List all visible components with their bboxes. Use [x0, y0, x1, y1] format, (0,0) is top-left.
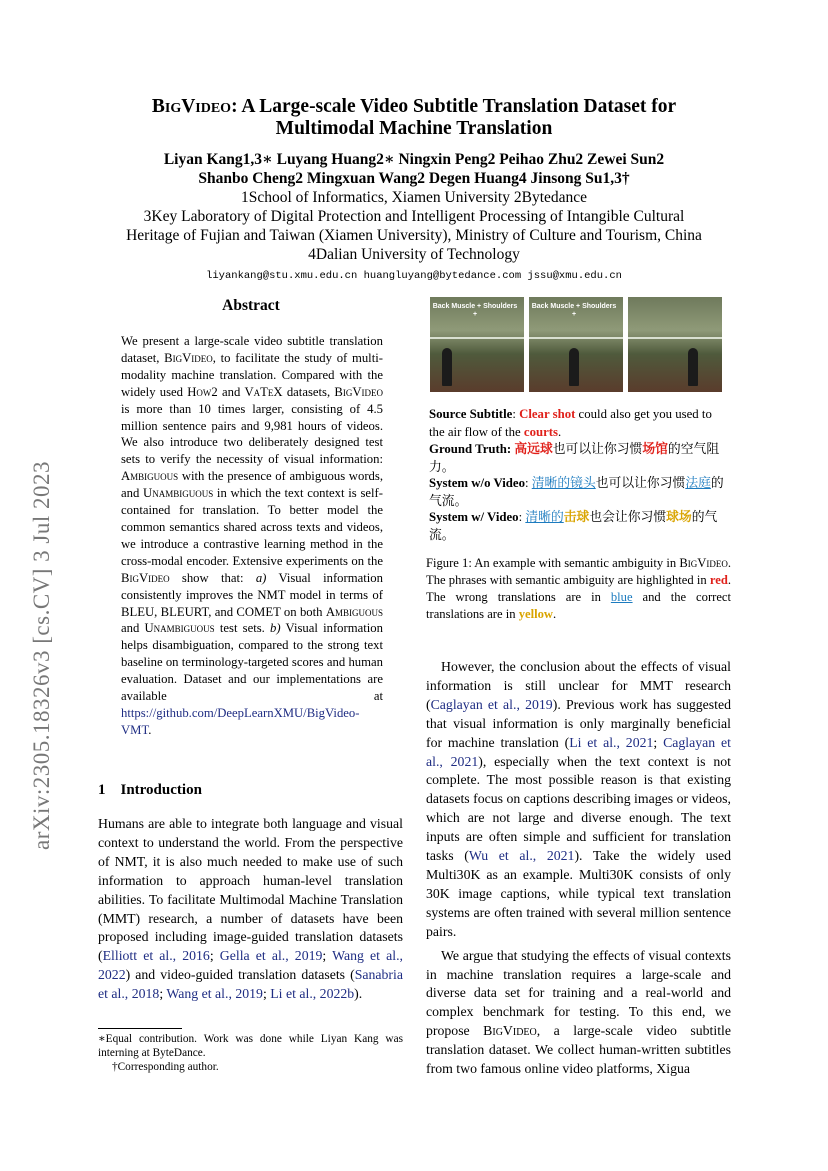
citation-link[interactable]: Li et al., 2022b	[270, 986, 355, 1002]
section-heading-introduction: 1 Introduction	[98, 782, 202, 798]
paper-title	[0, 96, 828, 140]
affiliation-4: 4Dalian University of Technology	[308, 246, 520, 263]
video-frame-3	[628, 297, 722, 392]
footnote-rule	[98, 1028, 182, 1029]
video-frame-1: Back Muscle + Shoulders +	[430, 297, 524, 392]
video-frame-2: Back Muscle + Shoulders +	[529, 297, 623, 392]
footnote-equal-contribution: ∗Equal contribution. Work was done while Liyan Kang was interning at ByteDance.	[98, 1033, 403, 1059]
right-column-text	[426, 658, 731, 1079]
citation-link[interactable]: Wu et al., 2021	[468, 848, 575, 864]
citation-link[interactable]: Wang et al., 2019	[166, 986, 263, 1002]
abstract-heading: Abstract	[222, 297, 280, 314]
citation-link[interactable]: Li et al., 2021	[569, 734, 654, 750]
figure-caption: Figure 1: An example with semantic ambiguity in BigVideo. The phrases with semantic ambiguity are highlighted in red. The wrong translations are in blue and the correct translations are in yellow.	[426, 556, 732, 621]
abstract-body: We present a large-scale video subtitle translation dataset, BigVideo, to facilitate the study of multi-modality machine translation. Compared with the widely used How2 and VaTeX datasets, BigVideo is more than 10 times larger, consisting of 4.5 million sentence pairs and 9,981 hours of videos. We also introduce two deliberately designed test sets to verify the necessity of visual information: Ambiguous with the presence of ambiguous words, and Unambiguous in which the text context is self-contained for translation. To better model the common semantics shared across texts and videos, we introduce a contrastive learning method in the cross-modal encoder. Extensive experiments on the BigVideo show that: a) Visual information consistently improves the NMT model in terms of BLEU, BLEURT, and COMET on both Ambiguous and Unambiguous test sets. b) Visual information helps disambiguation, compared to the strong text baseline on terminology-targeted scores and human evaluation. Dataset and our implementations are available at https://github.com/DeepLearnXMU/BigVideo-VMT.	[121, 334, 383, 737]
authors-line-1: Liyan Kang1,3∗ Luyang Huang2∗ Ningxin Peng2 Peihao Zhu2 Zewei Sun2	[163, 151, 665, 168]
citation-link[interactable]: Elliott et al., 2016	[102, 948, 210, 964]
title-dataset-name: BigVideo	[151, 96, 232, 117]
affiliation-3: Heritage of Fujian and Taiwan (Xiamen University), Ministry of Culture and Tourism, China	[126, 227, 702, 244]
citation-link[interactable]: Sanabria et al., 2018	[98, 967, 403, 1002]
citation-link[interactable]: Wang et al., 2022	[98, 948, 403, 983]
citation-link[interactable]: Caglayan et al., 2021	[426, 734, 731, 769]
title-line1: : A Large-scale Video Subtitle Translation Dataset for	[231, 96, 677, 117]
figure-system-with-video: System w/ Video: 清晰的击球也会让你习惯球场的气流。	[429, 510, 718, 542]
affiliation-1: 1School of Informatics, Xiamen University 2Bytedance	[240, 189, 588, 206]
arxiv-sidebar-stamp: arXiv:2305.18326v3 [cs.CV] 3 Jul 2023	[29, 460, 54, 850]
authors-line-2: Shanbo Cheng2 Mingxuan Wang2 Degen Huang4 Jinsong Su1,3†	[198, 170, 630, 187]
figure-source-subtitle: Source Subtitle: Clear shot could also get you used to the air flow of the courts.	[429, 407, 712, 439]
title-line2: Multimodal Machine Translation	[275, 118, 553, 139]
github-link[interactable]: https://github.com/DeepLearnXMU/BigVideo-VMT	[121, 705, 360, 737]
paragraph: We argue that studying the effects of visual contexts in machine translation requires a large-scale and diverse data set for training and a real-world and complex benchmark for testing. To this end, we propose BigVideo, a large-scale video subtitle translation dataset. We collect human-written subtitles from two famous online video platforms, Xigua	[426, 947, 731, 1077]
affiliation-2: 3Key Laboratory of Digital Protection and Intelligent Processing of Intangible Cultural	[143, 208, 685, 225]
figure-ground-truth: Ground Truth: 高远球也可以让你习惯场馆的空气阻力。	[429, 442, 720, 474]
author-emails[interactable]: liyankang@stu.xmu.edu.cn huangluyang@bytedance.com jssu@xmu.edu.cn	[206, 270, 622, 282]
figure-system-without-video: System w/o Video: 清晰的镜头也可以让你习惯法庭的气流。	[429, 476, 724, 508]
footnote-corresponding-author: †Corresponding author.	[112, 1061, 219, 1073]
citation-link[interactable]: Caglayan et al., 2019	[430, 696, 553, 712]
paragraph: However, the conclusion about the effects of visual information is still unclear for MMT research (Caglayan et al., 2019). Previous work has suggested that visual information is only marginally beneficial for machine translation (Li et al., 2021; Caglayan et al., 2021), especially when the text context is not complete. The most possible reason is that existing datasets focus on captions describing images or videos, which are not large and diverse enough. The text inputs are often simple and sufficient for translation tasks (Wu et al., 2021). Take the widely used Multi30K as an example. Multi30K consists of only 30K image captions, while typical text translation systems are often trained with several million sentence pairs.	[426, 659, 731, 939]
introduction-paragraph: Humans are able to integrate both language and visual context to understand the world. From the perspective of NMT, it is also much needed to make use of such information to approach human-level translation abilities. To facilitate Multimodal Machine Translation (MMT) research, a number of datasets have been proposed including image-guided translation datasets (Elliott et al., 2016; Gella et al., 2019; Wang et al., 2022) and video-guided translation datasets (Sanabria et al., 2018; Wang et al., 2019; Li et al., 2022b).	[98, 816, 403, 1002]
citation-link[interactable]: Gella et al., 2019	[219, 948, 323, 964]
